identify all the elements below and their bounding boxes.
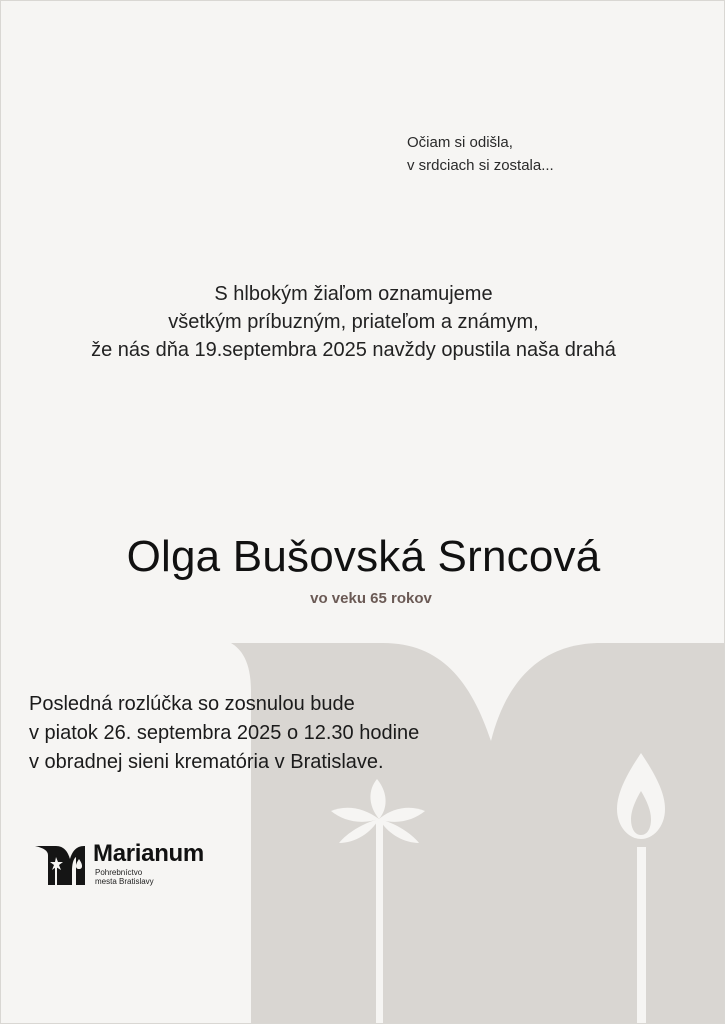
marianum-logo xyxy=(34,841,234,887)
motto-line: v srdciach si zostala... xyxy=(407,157,554,174)
motto xyxy=(407,131,554,177)
marianum-m-icon xyxy=(34,843,86,887)
deceased-age: vo veku 65 rokov xyxy=(310,590,432,607)
ceremony-details xyxy=(29,690,419,777)
announcement-line: že nás dňa 19.septembra 2025 navždy opustila naša drahá xyxy=(91,339,616,361)
ceremony-line: v piatok 26. septembra 2025 o 12.30 hodine xyxy=(29,722,420,744)
logo-subtitle-line: Pohrebníctvo xyxy=(95,868,143,877)
ceremony-line: Posledná rozlúčka so zosnulou bude xyxy=(29,693,355,715)
logo-name: Marianum xyxy=(93,840,204,867)
motto-line: Očiam si odišla, xyxy=(407,134,513,151)
announcement xyxy=(1,280,706,364)
logo-subtitle xyxy=(95,868,154,886)
ceremony-line: v obradnej sieni krematória v Bratislave. xyxy=(29,751,384,773)
logo-subtitle-line: mesta Bratislavy xyxy=(95,877,154,886)
announcement-line: S hlbokým žiaľom oznamujeme xyxy=(214,283,493,305)
deceased-name: Olga Bušovská Srncová xyxy=(126,532,601,581)
announcement-line: všetkým príbuzným, priateľom a známym, xyxy=(168,311,539,333)
